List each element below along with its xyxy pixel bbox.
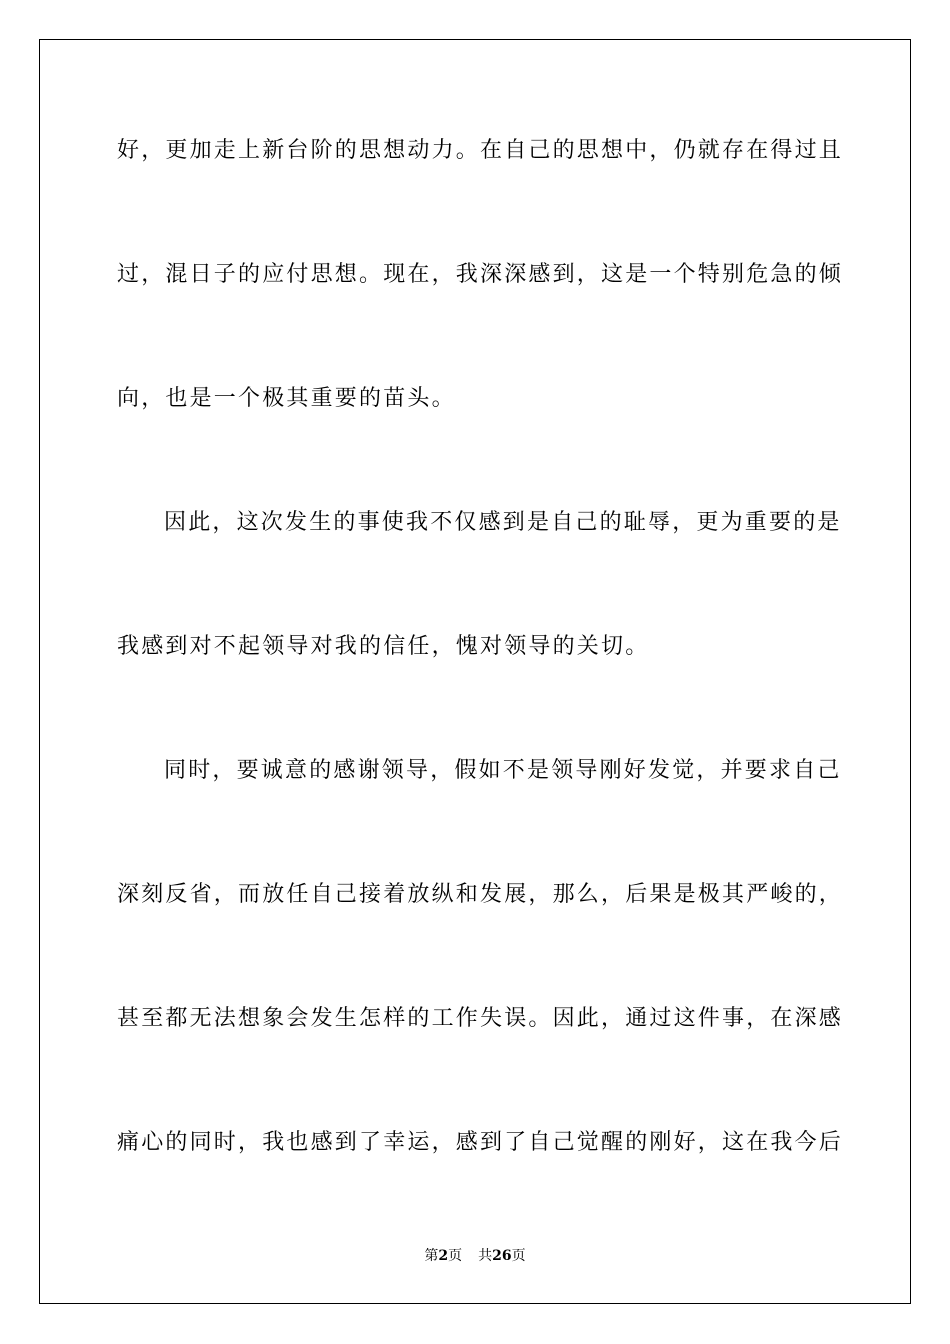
text-line-6: 同时，要诚意的感谢领导，假如不是领导刚好发觉，并要求自己 xyxy=(164,758,842,783)
text-line-8: 甚至都无法想象会发生怎样的工作失误。因此，通过这件事，在深感 xyxy=(117,1006,844,1031)
text-line-5: 我感到对不起领导对我的信任，愧对领导的关切。 xyxy=(117,634,650,659)
page-prefix: 第 xyxy=(424,1248,439,1264)
text-line-7: 深刻反省，而放任自己接着放纵和发展，那么，后果是极其严峻的， xyxy=(117,882,844,907)
total-prefix: 共 xyxy=(478,1248,493,1264)
total-pages: 26 xyxy=(492,1248,512,1264)
page-footer xyxy=(0,1247,950,1265)
page-suffix: 页 xyxy=(448,1248,463,1264)
text-line-4: 因此，这次发生的事使我不仅感到是自己的耻辱，更为重要的是 xyxy=(164,510,842,535)
total-suffix: 页 xyxy=(511,1248,526,1264)
text-line-9: 痛心的同时，我也感到了幸运，感到了自己觉醒的刚好，这在我今后 xyxy=(117,1130,844,1155)
text-line-2: 过，混日子的应付思想。现在，我深深感到，这是一个特别危急的倾 xyxy=(117,262,844,287)
page-number: 2 xyxy=(438,1248,449,1264)
text-line-1: 好，更加走上新台阶的思想动力。在自己的思想中，仍就存在得过且 xyxy=(117,138,844,163)
text-line-3: 向，也是一个极其重要的苗头。 xyxy=(117,386,456,411)
page-border xyxy=(39,39,911,1304)
